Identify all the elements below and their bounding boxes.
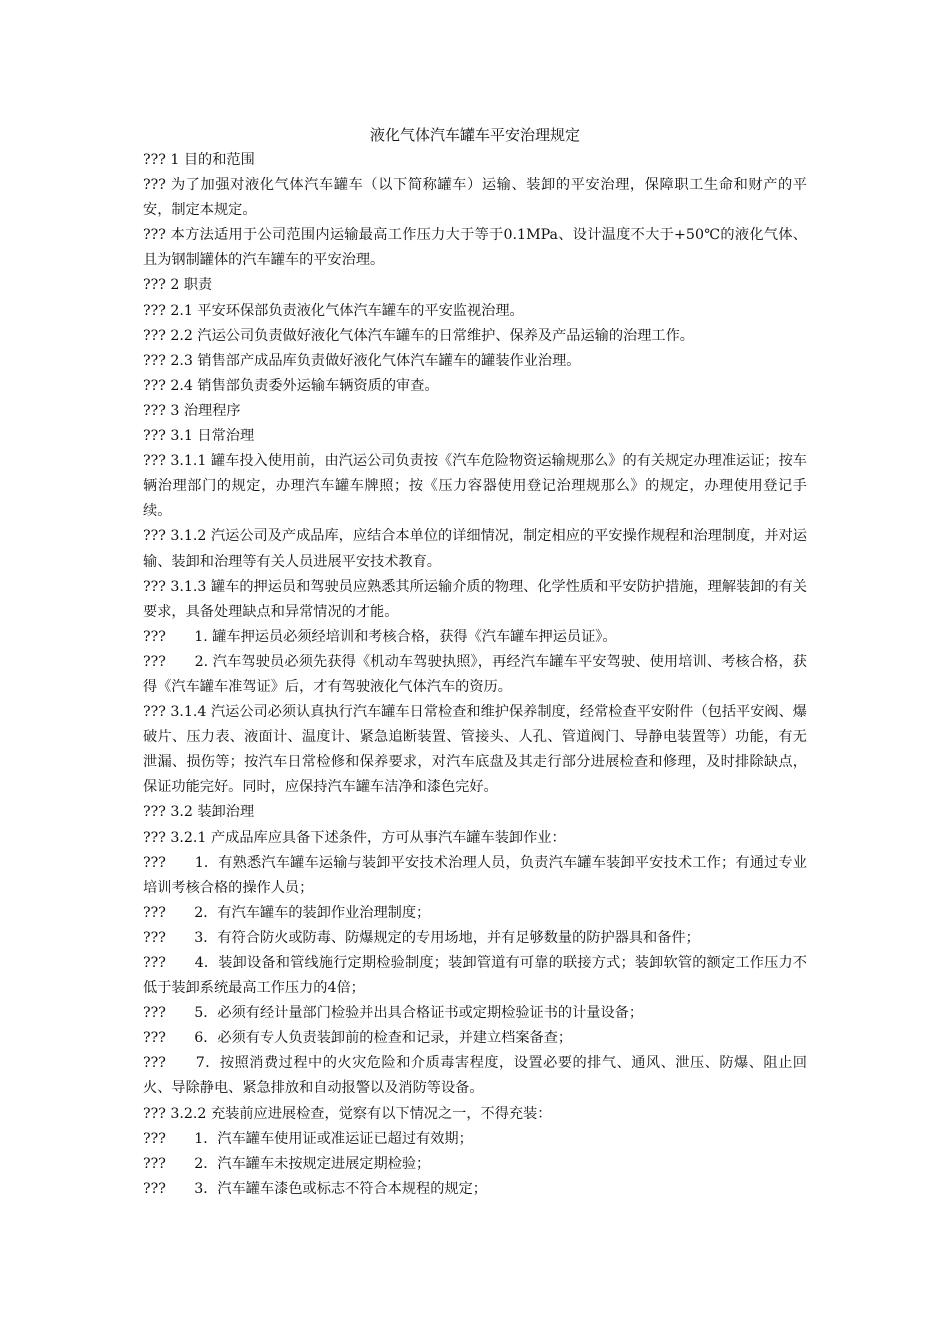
- paragraph: ??? 本方法适用于公司范围内运输最高工作压力大于等于0.1MPa、设计温度不大于+50℃的液化气体、且为钢制罐体的汽车罐车的平安治理。: [143, 227, 807, 269]
- paragraph: ??? 1 目的和范围: [143, 152, 255, 168]
- paragraph: ??? 2.1 平安环保部负责液化气体汽车罐车的平安监视治理。: [143, 302, 524, 319]
- paragraph: ??? 2. 汽车驾驶员必须先获得《机动车驾驶执照》，再经汽车罐车平安驾驶、使用培训、考核合格，获得《汽车罐车准驾证》后，才有驾驶液化气体汽车的资历。: [143, 653, 807, 695]
- paragraph: ??? 3.1.1 罐车投入使用前，由汽运公司负责按《汽车危险物资运输规那么》的有关规定办理准运证；按车辆治理部门的规定，办理汽车罐车牌照；按《压力容器使用登记治理规那么》的规定，办理使用登记手续。: [143, 453, 807, 520]
- paragraph: ??? 5．必须有经计量部门检验并出具合格证书或定期检验证书的计量设备；: [143, 1005, 644, 1022]
- paragraph: ??? 1．有熟悉汽车罐车运输与装卸平安技术治理人员，负责汽车罐车装卸平安技术工作；有通过专业培训考核合格的操作人员；: [143, 854, 807, 896]
- paragraph: ??? 7．按照消费过程中的火灾危险和介质毒害程度，设置必要的排气、通风、泄压、防爆、阻止回火、导除静电、紧急排放和自动报警以及消防等设备。: [143, 1055, 807, 1097]
- paragraph: ??? 3.2.1 产成品库应具备下述条件，方可从事汽车罐车装卸作业：: [143, 829, 566, 846]
- paragraph: ??? 6．必须有专人负责装卸前的检查和记录，并建立档案备查；: [143, 1030, 573, 1047]
- paragraph: ??? 3．有符合防火或防毒、防爆规定的专用场地，并有足够数量的防护器具和备件；: [143, 929, 700, 946]
- paragraph: ??? 3．汽车罐车漆色或标志不符合本规程的规定；: [143, 1180, 487, 1197]
- paragraph: ??? 3.1.4 汽运公司必须认真执行汽车罐车日常检查和维护保养制度，经常检查平安附件（包括平安阀、爆破片、压力表、液面计、温度计、紧急追断装置、管接头、人孔、管道阀门、导静电装置等）功能，有无泄漏、损伤等；按汽车日常检修和保养要求，对汽车底盘及其走行部分进展检查和修理，及时排除缺点，保证功能完好。同时，应保持汽车罐车洁净和漆色完好。: [143, 704, 807, 796]
- paragraph: ??? 3.2.2 充装前应进展检查，觉察有以下情况之一，不得充装：: [143, 1105, 552, 1122]
- paragraph: ??? 3.1 日常治理: [143, 428, 255, 445]
- paragraph: ??? 2.2 汽运公司负责做好液化气体汽车罐车的日常维护、保养及产品运输的治理工作。: [143, 327, 694, 344]
- paragraph-list: [143, 148, 807, 1202]
- paragraph: ??? 3.2 装卸治理: [143, 804, 255, 821]
- document-title: 液化气体汽车罐车平安治理规定: [369, 126, 580, 144]
- paragraph: ??? 3.1.3 罐车的押运员和驾驶员应熟悉其所运输介质的物理、化学性质和平安防护措施，理解装卸的有关要求，具备处理缺点和异常情况的才能。: [143, 578, 807, 620]
- document-body: [143, 122, 807, 1202]
- paragraph: ??? 1. 罐车押运员必须经培训和考核合格，获得《汽车罐车押运员证》。: [143, 628, 617, 645]
- paragraph: ??? 2.4 销售部负责委外运输车辆资质的审查。: [143, 377, 439, 394]
- paragraph: ??? 2 职责: [143, 277, 213, 294]
- paragraph: ??? 3.1.2 汽运公司及产成品库，应结合本单位的详细情况，制定相应的平安操作规程和治理制度，并对运输、装卸和治理等有关人员进展平安技术教育。: [143, 528, 807, 570]
- paragraph: ??? 4．装卸设备和管线施行定期检验制度；装卸管道有可靠的联接方式；装卸软管的额定工作压力不低于装卸系统最高工作压力的4倍；: [143, 955, 807, 997]
- paragraph: ??? 3 治理程序: [143, 402, 241, 419]
- paragraph: ??? 1．汽车罐车使用证或准运证已超过有效期；: [143, 1130, 473, 1147]
- paragraph: ??? 2.3 销售部产成品库负责做好液化气体汽车罐车的罐装作业治理。: [143, 352, 581, 369]
- paragraph: ??? 2．有汽车罐车的装卸作业治理制度；: [143, 904, 431, 921]
- paragraph: ??? 2．汽车罐车未按规定进展定期检验；: [143, 1155, 431, 1172]
- paragraph: ??? 为了加强对液化气体汽车罐车（以下简称罐车）运输、装卸的平安治理，保障职工生命和财产的平安，制定本规定。: [143, 177, 807, 219]
